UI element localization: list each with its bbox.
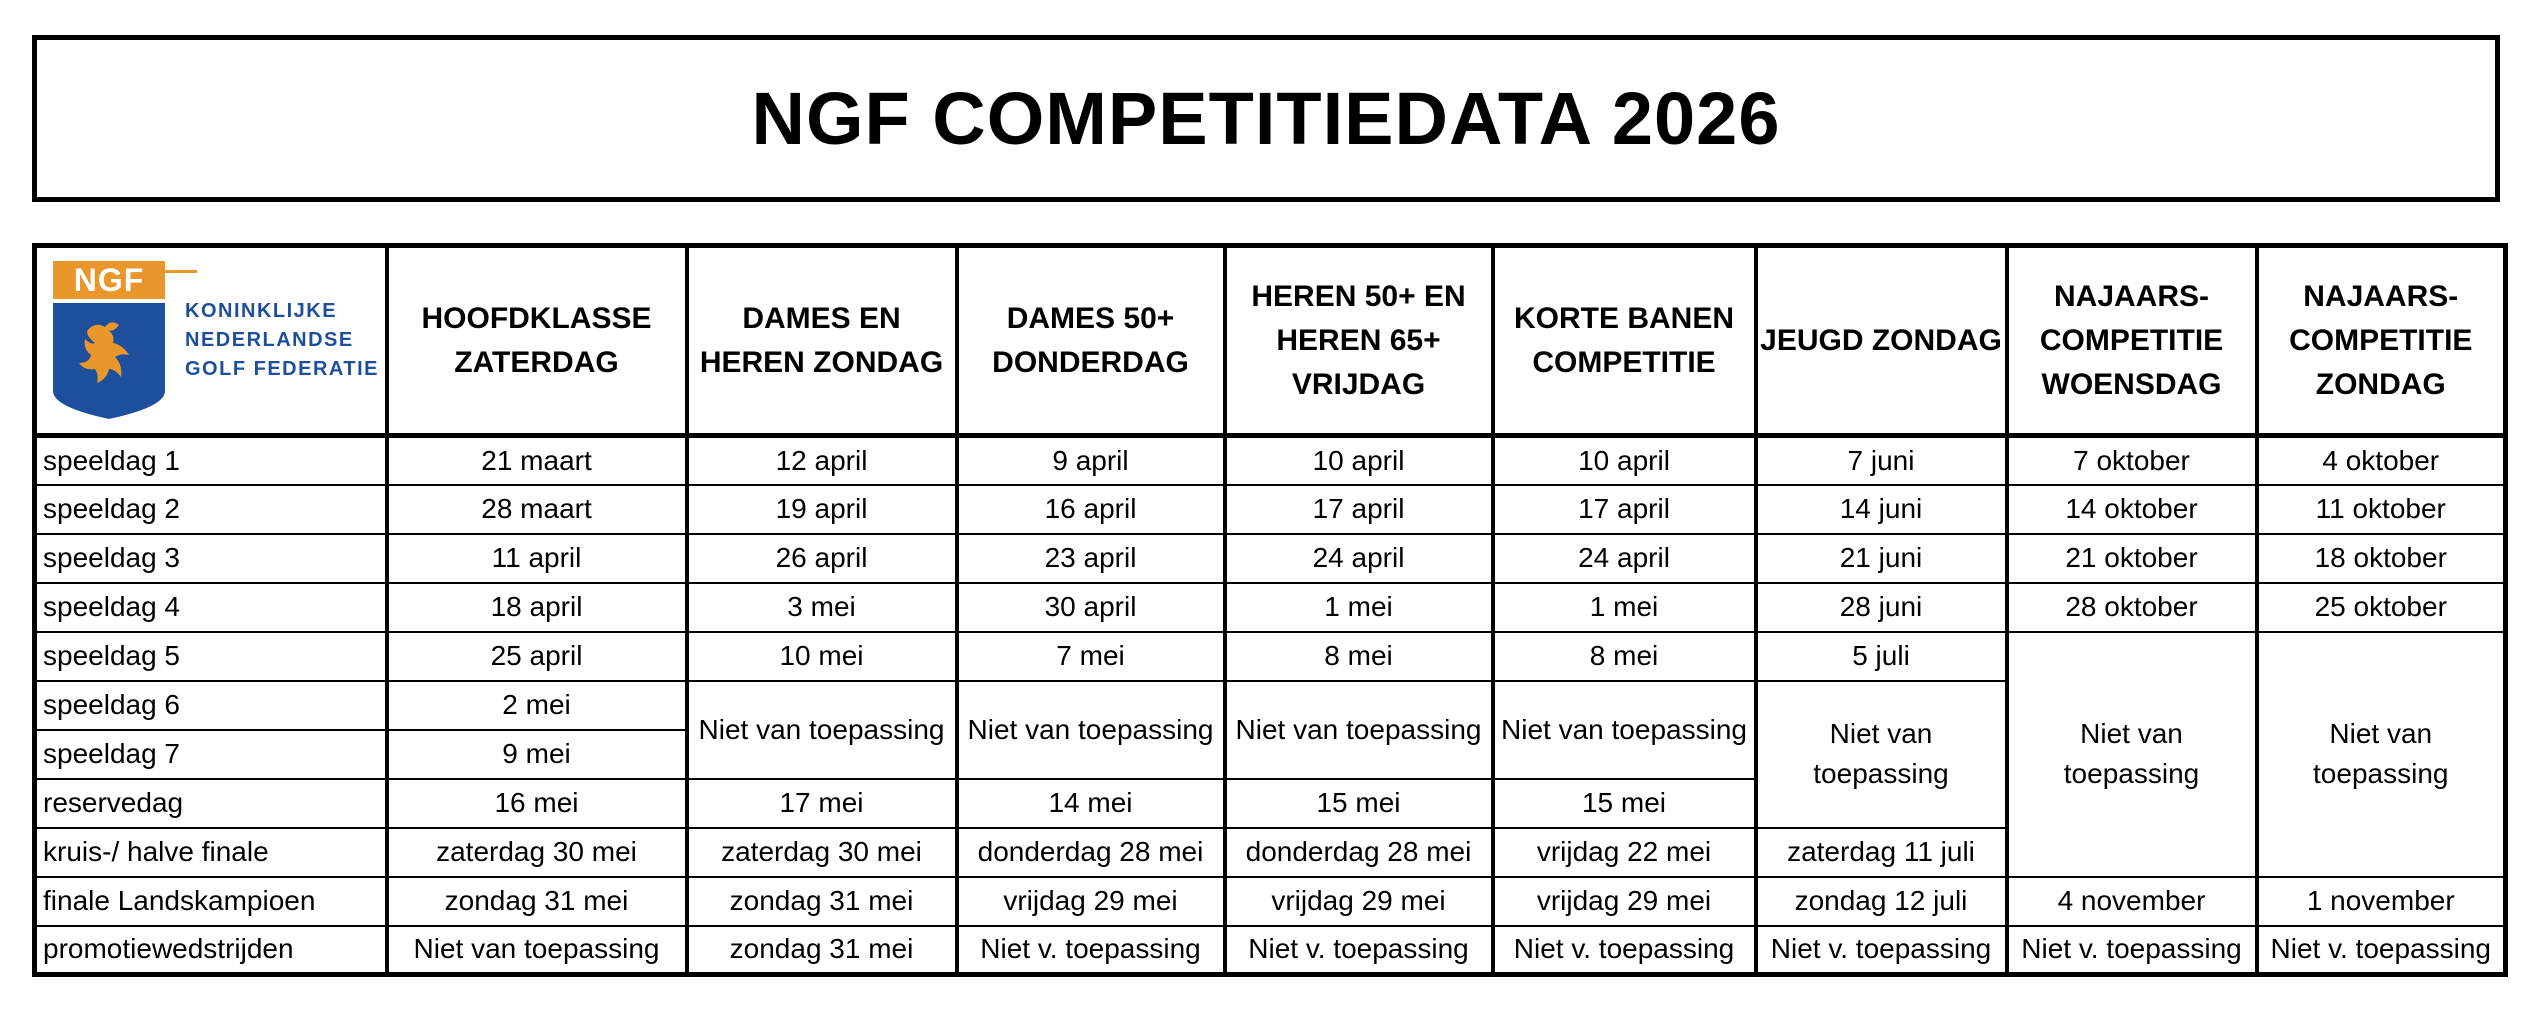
table-cell: 12 april xyxy=(687,436,957,485)
logo-cell xyxy=(35,246,387,436)
row-label: speeldag 4 xyxy=(35,583,387,632)
table-cell: 10 mei xyxy=(687,632,957,681)
table-cell: Niet v. toepassing xyxy=(1493,926,1756,975)
table-cell: 2 mei xyxy=(387,681,687,730)
table-cell: 28 oktober xyxy=(2007,583,2257,632)
row-label: promotiewedstrijden xyxy=(35,926,387,975)
table-cell-merged: Niet van toepassing xyxy=(1756,681,2007,828)
table-cell: 28 juni xyxy=(1756,583,2007,632)
table-cell: 14 oktober xyxy=(2007,485,2257,534)
column-header: NAJAARS-COMPETITIE ZONDAG xyxy=(2257,246,2506,436)
table-cell: 17 mei xyxy=(687,779,957,828)
table-cell: zaterdag 30 mei xyxy=(687,828,957,877)
ngf-logo xyxy=(37,261,385,421)
table-cell: 1 mei xyxy=(1493,583,1756,632)
table-cell: donderdag 28 mei xyxy=(957,828,1225,877)
table-cell: 4 oktober xyxy=(2257,436,2506,485)
table-cell: vrijdag 29 mei xyxy=(1493,877,1756,926)
table-cell: 23 april xyxy=(957,534,1225,583)
table-cell: 14 juni xyxy=(1756,485,2007,534)
table-cell: 18 april xyxy=(387,583,687,632)
table-cell: 8 mei xyxy=(1493,632,1756,681)
logo-abbr: NGF xyxy=(53,261,165,299)
schedule-table xyxy=(32,243,2508,977)
table-cell: 25 april xyxy=(387,632,687,681)
table-cell: Niet v. toepassing xyxy=(2257,926,2506,975)
row-label: kruis-/ halve finale xyxy=(35,828,387,877)
table-cell: 5 juli xyxy=(1756,632,2007,681)
table-row xyxy=(35,632,2506,681)
table-cell: 7 oktober xyxy=(2007,436,2257,485)
table-cell: zondag 12 juli xyxy=(1756,877,2007,926)
table-row xyxy=(35,926,2506,975)
row-label: speeldag 6 xyxy=(35,681,387,730)
table-cell: Niet v. toepassing xyxy=(1225,926,1493,975)
table-cell: 4 november xyxy=(2007,877,2257,926)
table-cell-merged: Niet van toepassing xyxy=(1493,681,1756,779)
table-cell: 1 mei xyxy=(1225,583,1493,632)
table-cell: 3 mei xyxy=(687,583,957,632)
table-cell: zaterdag 30 mei xyxy=(387,828,687,877)
column-header: JEUGD ZONDAG xyxy=(1756,246,2007,436)
table-row xyxy=(35,485,2506,534)
table-cell: 21 oktober xyxy=(2007,534,2257,583)
column-header: DAMES 50+ DONDERDAG xyxy=(957,246,1225,436)
column-header: HEREN 50+ EN HEREN 65+ VRIJDAG xyxy=(1225,246,1493,436)
table-cell: zaterdag 11 juli xyxy=(1756,828,2007,877)
table-cell: 19 april xyxy=(687,485,957,534)
table-cell-merged: Niet van toepassing xyxy=(2257,632,2506,877)
table-cell: Niet v. toepassing xyxy=(1756,926,2007,975)
table-cell: zondag 31 mei xyxy=(687,877,957,926)
table-cell: vrijdag 29 mei xyxy=(957,877,1225,926)
table-cell: 17 april xyxy=(1225,485,1493,534)
row-label: finale Landskampioen xyxy=(35,877,387,926)
table-cell: zondag 31 mei xyxy=(387,877,687,926)
table-cell: Niet v. toepassing xyxy=(957,926,1225,975)
table-cell-merged: Niet van toepassing xyxy=(957,681,1225,779)
table-cell: 16 mei xyxy=(387,779,687,828)
row-label: speeldag 7 xyxy=(35,730,387,779)
table-row xyxy=(35,583,2506,632)
table-cell: 18 oktober xyxy=(2257,534,2506,583)
table-row xyxy=(35,534,2506,583)
table-cell: 9 mei xyxy=(387,730,687,779)
table-cell: Niet v. toepassing xyxy=(2007,926,2257,975)
table-cell: 7 mei xyxy=(957,632,1225,681)
table-cell: 30 april xyxy=(957,583,1225,632)
table-cell: 21 maart xyxy=(387,436,687,485)
table-cell: 9 april xyxy=(957,436,1225,485)
page-title: NGF COMPETITIEDATA 2026 xyxy=(751,77,1781,160)
table-cell: 24 april xyxy=(1493,534,1756,583)
table-cell: 1 november xyxy=(2257,877,2506,926)
table-cell: 10 april xyxy=(1493,436,1756,485)
table-cell-merged: Niet van toepassing xyxy=(2007,632,2257,877)
table-cell: vrijdag 22 mei xyxy=(1493,828,1756,877)
table-cell: 21 juni xyxy=(1756,534,2007,583)
table-cell: 10 april xyxy=(1225,436,1493,485)
table-row xyxy=(35,877,2506,926)
table-cell: vrijdag 29 mei xyxy=(1225,877,1493,926)
column-header: NAJAARS-COMPETITIE WOENSDAG xyxy=(2007,246,2257,436)
table-cell: 28 maart xyxy=(387,485,687,534)
table-cell: 26 april xyxy=(687,534,957,583)
table-cell-merged: Niet van toepassing xyxy=(687,681,957,779)
logo-dash xyxy=(163,270,197,273)
table-cell: 17 april xyxy=(1493,485,1756,534)
table-cell: 25 oktober xyxy=(2257,583,2506,632)
table-cell: 16 april xyxy=(957,485,1225,534)
row-label: speeldag 1 xyxy=(35,436,387,485)
table-cell: 7 juni xyxy=(1756,436,2007,485)
table-cell: 11 april xyxy=(387,534,687,583)
title-box xyxy=(32,35,2500,202)
row-label: speeldag 2 xyxy=(35,485,387,534)
table-cell: donderdag 28 mei xyxy=(1225,828,1493,877)
table-cell: Niet van toepassing xyxy=(387,926,687,975)
row-label: speeldag 5 xyxy=(35,632,387,681)
table-cell: zondag 31 mei xyxy=(687,926,957,975)
column-header: DAMES EN HEREN ZONDAG xyxy=(687,246,957,436)
column-header: KORTE BANEN COMPETITIE xyxy=(1493,246,1756,436)
table-cell-merged: Niet van toepassing xyxy=(1225,681,1493,779)
table-row xyxy=(35,436,2506,485)
logo-text: KONINKLIJKE NEDERLANDSE GOLF FEDERATIE xyxy=(185,300,379,380)
table-cell: 8 mei xyxy=(1225,632,1493,681)
table-cell: 15 mei xyxy=(1493,779,1756,828)
table-cell: 24 april xyxy=(1225,534,1493,583)
row-label: speeldag 3 xyxy=(35,534,387,583)
table-cell: 14 mei xyxy=(957,779,1225,828)
column-header: HOOFDKLASSE ZATERDAG xyxy=(387,246,687,436)
table-cell: 11 oktober xyxy=(2257,485,2506,534)
table-cell: 15 mei xyxy=(1225,779,1493,828)
lion-shield-icon xyxy=(53,303,165,419)
row-label: reservedag xyxy=(35,779,387,828)
